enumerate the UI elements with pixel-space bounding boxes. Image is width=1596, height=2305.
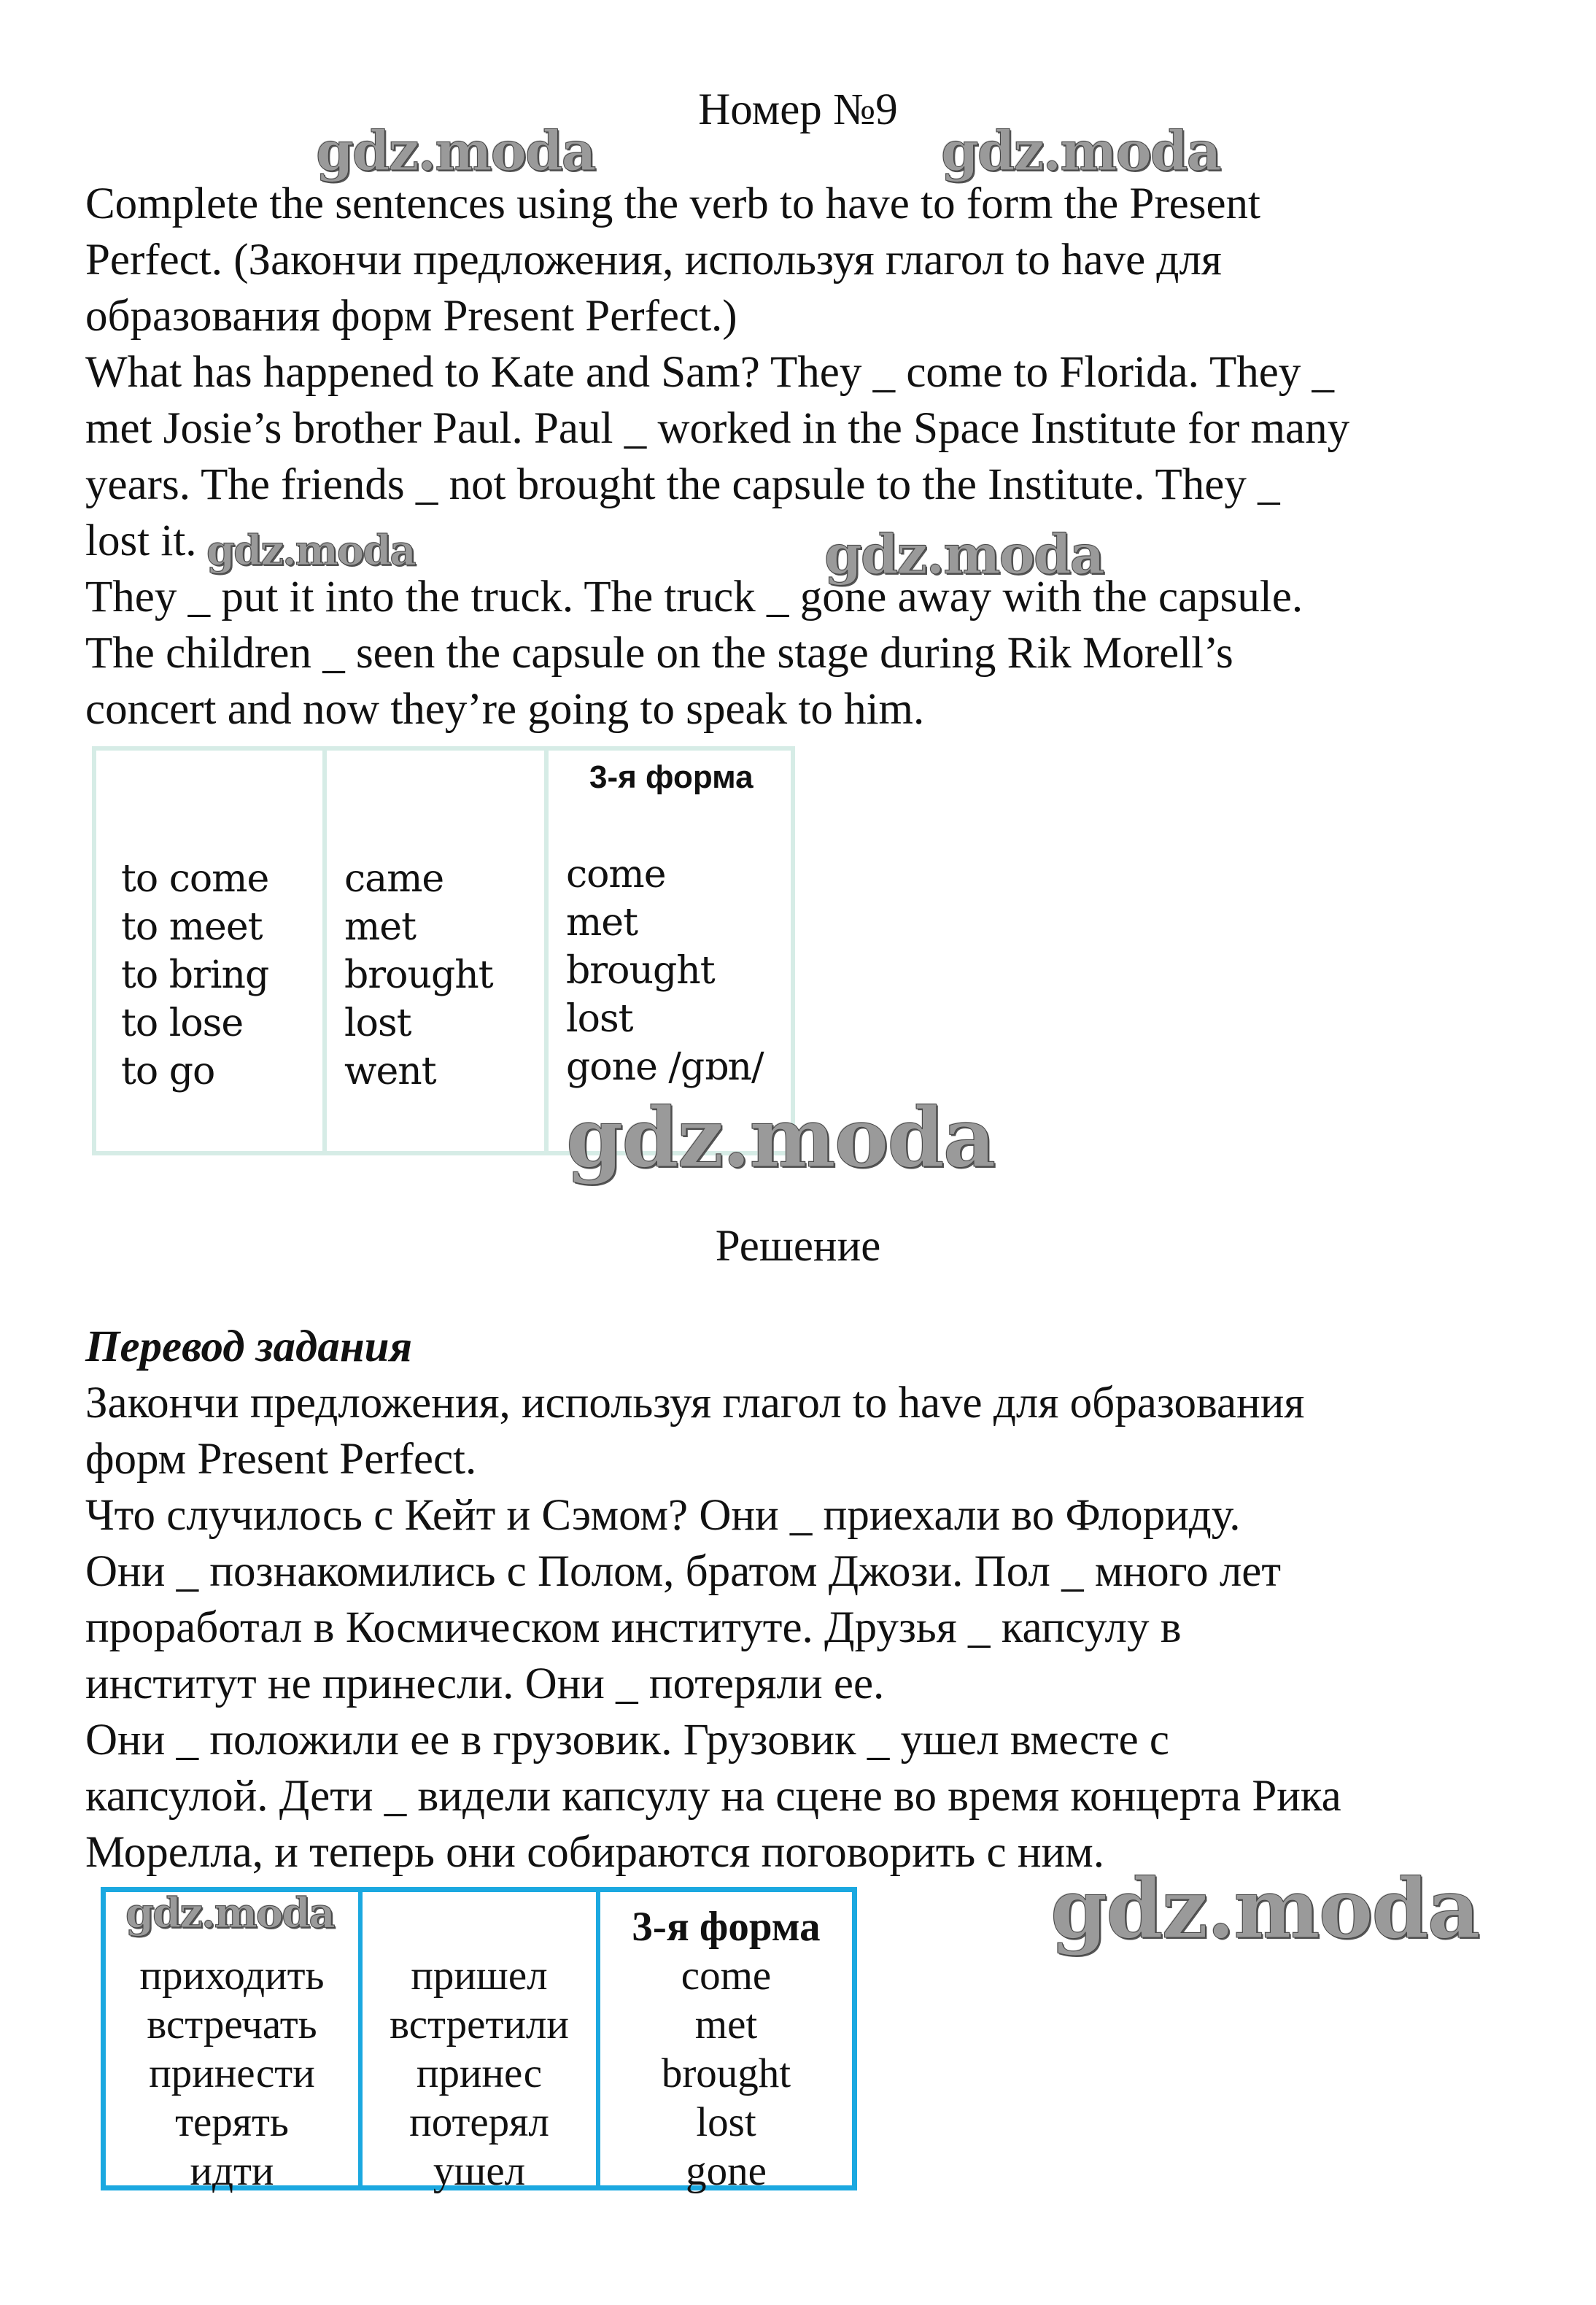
translation-line: Они _ познакомились с Полом, братом Джози. Пол _ много лет xyxy=(85,1547,1282,1596)
translation-line: капсулой. Дети _ видели капсулу на сцене во время концерта Рика xyxy=(85,1772,1341,1821)
task-line: What has happened to Kate and Sam? They _ come to Florida. They _ xyxy=(85,348,1335,397)
watermark: gdz.moda xyxy=(941,120,1220,183)
table-cell: come xyxy=(566,853,666,896)
table-cell: принес xyxy=(416,2050,543,2096)
watermark: gdz.moda xyxy=(125,1889,334,1937)
translation-line: форм Present Perfect. xyxy=(85,1435,477,1484)
infinitive-column xyxy=(121,855,268,1096)
table-cell: потерял xyxy=(409,2099,549,2145)
past-column xyxy=(363,1951,596,2196)
watermark: gdz.moda xyxy=(566,1090,995,1186)
watermark: gdz.moda xyxy=(206,527,415,575)
translation-line: Морелла, и теперь они собираются поговорить с ним. xyxy=(85,1828,1104,1877)
table-cell: принести xyxy=(149,2050,315,2096)
page-title: Номер №9 xyxy=(698,85,898,134)
column-divider xyxy=(322,751,327,1151)
table-cell: lost xyxy=(696,2099,756,2145)
table-cell: brought xyxy=(661,2050,791,2096)
table-cell: приходить xyxy=(139,1953,325,1999)
table-cell: gone xyxy=(686,2148,767,2194)
table-cell: lost xyxy=(566,997,633,1041)
past-column xyxy=(344,855,493,1096)
table-cell: gone /gɒn/ xyxy=(566,1045,764,1089)
participle-column xyxy=(600,1902,852,2196)
task-line: concert and now they’re going to speak to him. xyxy=(85,685,925,734)
task-line: Perfect. (Закончи предложения, используя глагол to have для xyxy=(85,236,1222,284)
task-line: The children _ seen the capsule on the stage during Rik Morell’s xyxy=(85,629,1233,678)
table-cell: to go xyxy=(121,1050,215,1093)
watermark: gdz.moda xyxy=(1050,1862,1479,1957)
task-line: met Josie’s brother Paul. Paul _ worked in the Space Institute for many xyxy=(85,404,1350,453)
table-cell: brought xyxy=(344,953,493,997)
table-cell: come xyxy=(681,1953,772,1999)
table-cell: терять xyxy=(175,2099,289,2145)
task-line: lost it. xyxy=(85,516,197,565)
table-cell: met xyxy=(694,2002,758,2048)
task-line: Complete the sentences using the verb to have to form the Present xyxy=(85,179,1260,228)
task-line: years. The friends _ not brought the capsule to the Institute. They _ xyxy=(85,460,1280,509)
table-cell: to bring xyxy=(121,953,269,997)
translation-line: Закончи предложения, используя глагол to have для образования xyxy=(85,1379,1305,1427)
table-cell: идти xyxy=(190,2148,274,2194)
table-cell: to lose xyxy=(121,1002,244,1045)
task-line: образования форм Present Perfect.) xyxy=(85,292,737,341)
table-cell: to come xyxy=(121,857,269,901)
table-cell: lost xyxy=(344,1002,411,1045)
solution-heading: Решение xyxy=(715,1222,881,1271)
table-header: 3-я форма xyxy=(589,759,754,795)
table-cell: met xyxy=(566,901,638,945)
table-cell: встречать xyxy=(147,2002,317,2048)
table-cell: пришел xyxy=(411,1953,548,1999)
translation-line: проработал в Космическом институте. Друзья _ капсулу в xyxy=(85,1603,1182,1652)
table-header: 3-я форма xyxy=(632,1904,821,1950)
watermark: gdz.moda xyxy=(316,120,595,183)
column-divider xyxy=(544,751,549,1151)
table-cell: встретили xyxy=(390,2002,569,2048)
translation-line: институт не принесли. Они _ потеряли ее. xyxy=(85,1659,885,1708)
translation-line: Они _ положили ее в грузовик. Грузовик _ ушел вместе с xyxy=(85,1716,1169,1764)
watermark: gdz.moda xyxy=(824,524,1104,586)
table-cell: ушел xyxy=(433,2148,526,2194)
task-line: They _ put it into the truck. The truck _ gone away with the capsule. xyxy=(85,573,1303,621)
table-cell: to meet xyxy=(121,905,263,949)
translation-heading: Перевод задания xyxy=(85,1322,413,1371)
table-cell: met xyxy=(344,905,416,949)
translation-line: Что случилось с Кейт и Сэмом? Они _ приехали во Флориду. xyxy=(85,1491,1241,1540)
infinitive-column xyxy=(106,1951,358,2196)
table-cell: brought xyxy=(566,949,715,993)
table-cell: came xyxy=(344,857,444,901)
participle-column xyxy=(566,851,764,1091)
table-cell: went xyxy=(344,1050,436,1093)
